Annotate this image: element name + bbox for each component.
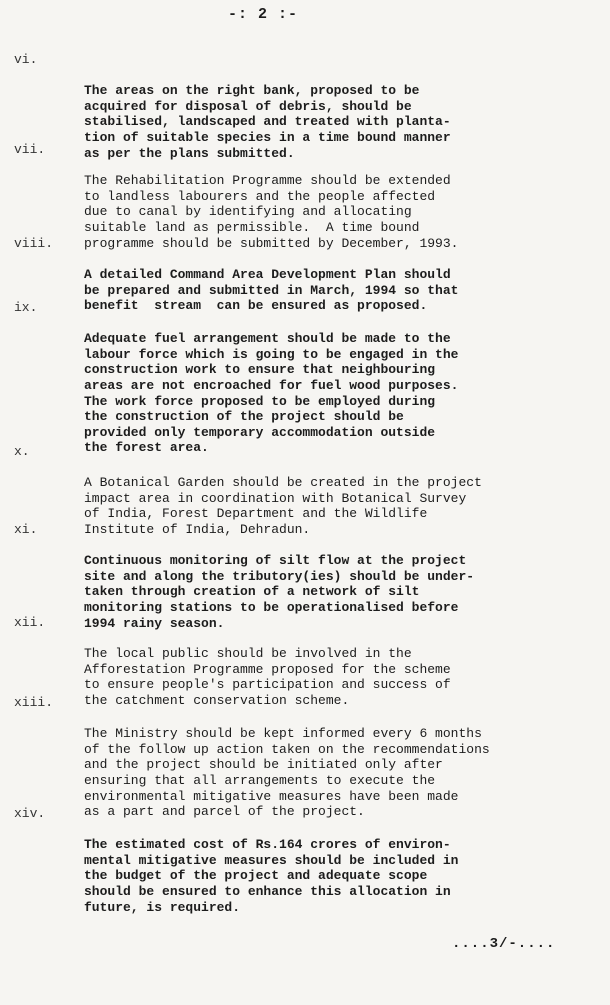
item-text: A detailed Command Area Development Plan should be prepared and submitted in March, 1994 so that benefit stream can be ensured as proposed. — [84, 267, 459, 314]
item-text: The areas on the right bank, proposed to be acquired for disposal of debris, should be stabilised, landscaped and treated with planta- tion of suitable species in a time bound manner as per the plans submitted. — [84, 83, 451, 161]
item-numeral: vi. — [14, 52, 38, 67]
item-text: Continuous monitoring of silt flow at the project site and along the tributory(ies) should be under- taken through creation of a network of silt monitoring stations to be operationalised before 1994 rainy season. — [84, 553, 475, 631]
item-text: The Rehabilitation Programme should be extended to landless labourers and the people affected due to canal by identifying and allocating suitable land as permissible. A time bound programme should be submitted by December, 1993. — [84, 173, 459, 251]
item-numeral: ix. — [14, 300, 38, 315]
item-text: The local public should be involved in the Afforestation Programme proposed for the scheme to ensure people's participation and success of the catchment conservation scheme. — [84, 646, 451, 708]
item-numeral: xii. — [14, 615, 46, 630]
item-numeral: xiii. — [14, 695, 54, 710]
item-numeral: xiv. — [14, 806, 46, 821]
item-numeral: xi. — [14, 522, 38, 537]
item-numeral: x. — [14, 444, 30, 459]
item-text: Adequate fuel arrangement should be made to the labour force which is going to be engaged in the construction work to ensure that neighbouring areas are not encroached for fuel wood purposes. The work force proposed to be employed during the construction of the project should be provided only temporary accommodation outside the forest area. — [84, 331, 459, 456]
item-numeral: viii. — [14, 236, 54, 251]
item-numeral: vii. — [14, 142, 46, 157]
continuation-marker: ....3/-.... — [452, 936, 556, 952]
item-text: The estimated cost of Rs.164 crores of environ- mental mitigative measures should be included in the budget of the project and adequate scope should be ensured to enhance this allocation in future, is required. — [84, 837, 459, 915]
item-text: The Ministry should be kept informed every 6 months of the follow up action taken on the recommendations and the project should be initiated only after ensuring that all arrangements to execute the environmental mitigative measures have been made as a part and parcel of the project. — [84, 726, 490, 820]
item-text: A Botanical Garden should be created in the project impact area in coordination with Botanical Survey of India, Forest Department and the Wildlife Institute of India, Dehradun. — [84, 475, 482, 537]
page-number: -: 2 :- — [228, 6, 299, 23]
